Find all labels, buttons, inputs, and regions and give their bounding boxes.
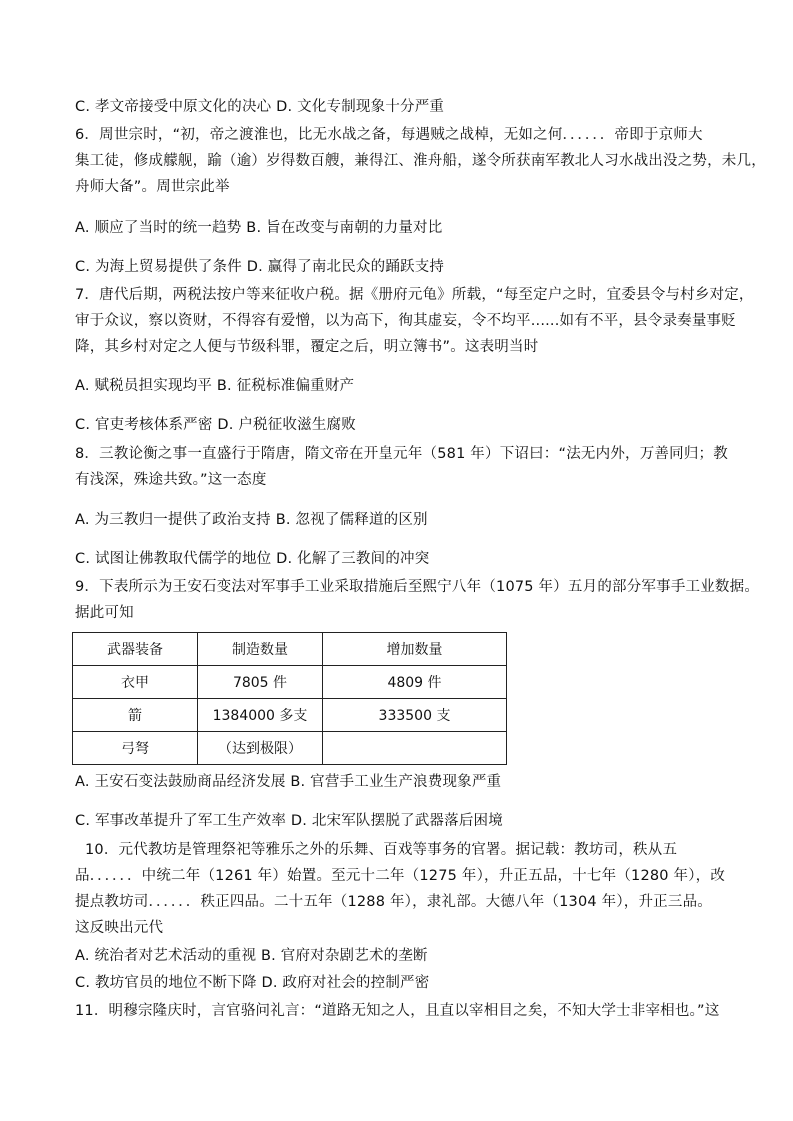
weapons-data-table bbox=[72, 632, 507, 765]
table-header-cell: 武器装备 bbox=[73, 633, 198, 666]
q8-options-ab: A. 为三教归一提供了政治支持 B. 忽视了儒释道的区别 bbox=[75, 512, 428, 528]
q6-stem-line3: 舟师大备”。周世宗此举 bbox=[75, 179, 230, 195]
q7-stem-line3: 降，其乡村对定之人便与节级科罪，覆定之后，明立簿书”。这表明当时 bbox=[75, 339, 539, 355]
table-header-cell: 制造数量 bbox=[198, 633, 323, 666]
q6-options-cd: C. 为海上贸易提供了条件 D. 赢得了南北民众的踊跃支持 bbox=[75, 259, 445, 275]
table-cell bbox=[323, 732, 507, 765]
table-row bbox=[73, 699, 507, 732]
q7-options-cd: C. 官吏考核体系严密 D. 户税征收滋生腐败 bbox=[75, 417, 356, 433]
q6-stem-line2: 集工徒，修成艨舰，踰（逾）岁得数百艘，兼得江、淮舟船，遂令所获南军教北人习水战出没之势，未几， bbox=[75, 153, 766, 169]
q10-stem-line4: 这反映出元代 bbox=[75, 920, 164, 936]
table-header-cell: 增加数量 bbox=[323, 633, 507, 666]
q7-stem-line2: 审于众议，察以资财，不得容有爱憎，以为高下，徇其虚妄，令不均平......如有不平，县令录奏量事贬 bbox=[75, 313, 736, 329]
table-cell: 衣甲 bbox=[73, 666, 198, 699]
q8-stem-line1: 8．三教论衡之事一直盛行于隋唐，隋文帝在开皇元年（581 年）下诏曰：“法无内外，万善同归；教 bbox=[75, 446, 728, 462]
table-cell: 1384000 多支 bbox=[198, 699, 323, 732]
q9-stem-line2: 据此可知 bbox=[75, 605, 134, 621]
q8-options-cd: C. 试图让佛教取代儒学的地位 D. 化解了三教间的冲突 bbox=[75, 551, 430, 567]
q11-stem-line1: 11．明穆宗隆庆时，言官骆问礼言：“道路无知之人，且直以宰相目之矣，不知大学士非宰相也。”这 bbox=[75, 1003, 720, 1019]
q6-options-ab: A. 顺应了当时的统一趋势 B. 旨在改变与南朝的力量对比 bbox=[75, 220, 443, 236]
q10-options-cd: C. 教坊官员的地位不断下降 D. 政府对社会的控制严密 bbox=[75, 975, 430, 991]
q9-options-ab: A. 王安石变法鼓励商品经济发展 B. 官营手工业生产浪费现象严重 bbox=[75, 774, 502, 790]
table-cell: 7805 件 bbox=[198, 666, 323, 699]
table-cell: （达到极限） bbox=[198, 732, 323, 765]
table-cell: 4809 件 bbox=[323, 666, 507, 699]
q10-stem-line1: 10．元代教坊是管理祭祀等雅乐之外的乐舞、百戏等事务的官署。据记载：教坊司，秩从五 bbox=[85, 842, 678, 858]
q9-options-cd: C. 军事改革提升了军工生产效率 D. 北宋军队摆脱了武器落后困境 bbox=[75, 813, 503, 829]
q9-stem-line1: 9．下表所示为王安石变法对军事手工业采取措施后至熙宁八年（1075 年）五月的部分军事手工业数据。 bbox=[75, 579, 760, 595]
q7-stem-line1: 7．唐代后期，两税法按户等来征收户税。据《册府元龟》所载，“每至定户之时，宜委县令与村乡对定， bbox=[75, 287, 754, 303]
q5-options-cd: C. 孝文帝接受中原文化的决心 D. 文化专制现象十分严重 bbox=[75, 99, 445, 115]
table-cell: 弓弩 bbox=[73, 732, 198, 765]
q10-options-ab: A. 统治者对艺术活动的重视 B. 官府对杂剧艺术的垄断 bbox=[75, 948, 428, 964]
table-row bbox=[73, 732, 507, 765]
table-cell: 箭 bbox=[73, 699, 198, 732]
q7-options-ab: A. 赋税员担实现均平 B. 征税标准偏重财产 bbox=[75, 378, 355, 394]
q10-stem-line3: 提点教坊司．．．．．．秩正四品。二十五年（1288 年），隶礼部。大德八年（1304 年），升正三品。 bbox=[75, 894, 712, 910]
table-cell: 333500 支 bbox=[323, 699, 507, 732]
q8-stem-line2: 有浅深，殊途共致。”这一态度 bbox=[75, 472, 267, 488]
q6-stem-line1: 6．周世宗时，“初，帝之渡淮也，比无水战之备，每遇贼之战棹，无如之何．．．．．．帝即于京师大 bbox=[75, 127, 703, 143]
table-row bbox=[73, 666, 507, 699]
table-header-row bbox=[73, 633, 507, 666]
q10-stem-line2: 品．．．．．．中统二年（1261 年）始置。至元十二年（1275 年），升正五品，十七年（1280 年），改 bbox=[75, 868, 726, 884]
